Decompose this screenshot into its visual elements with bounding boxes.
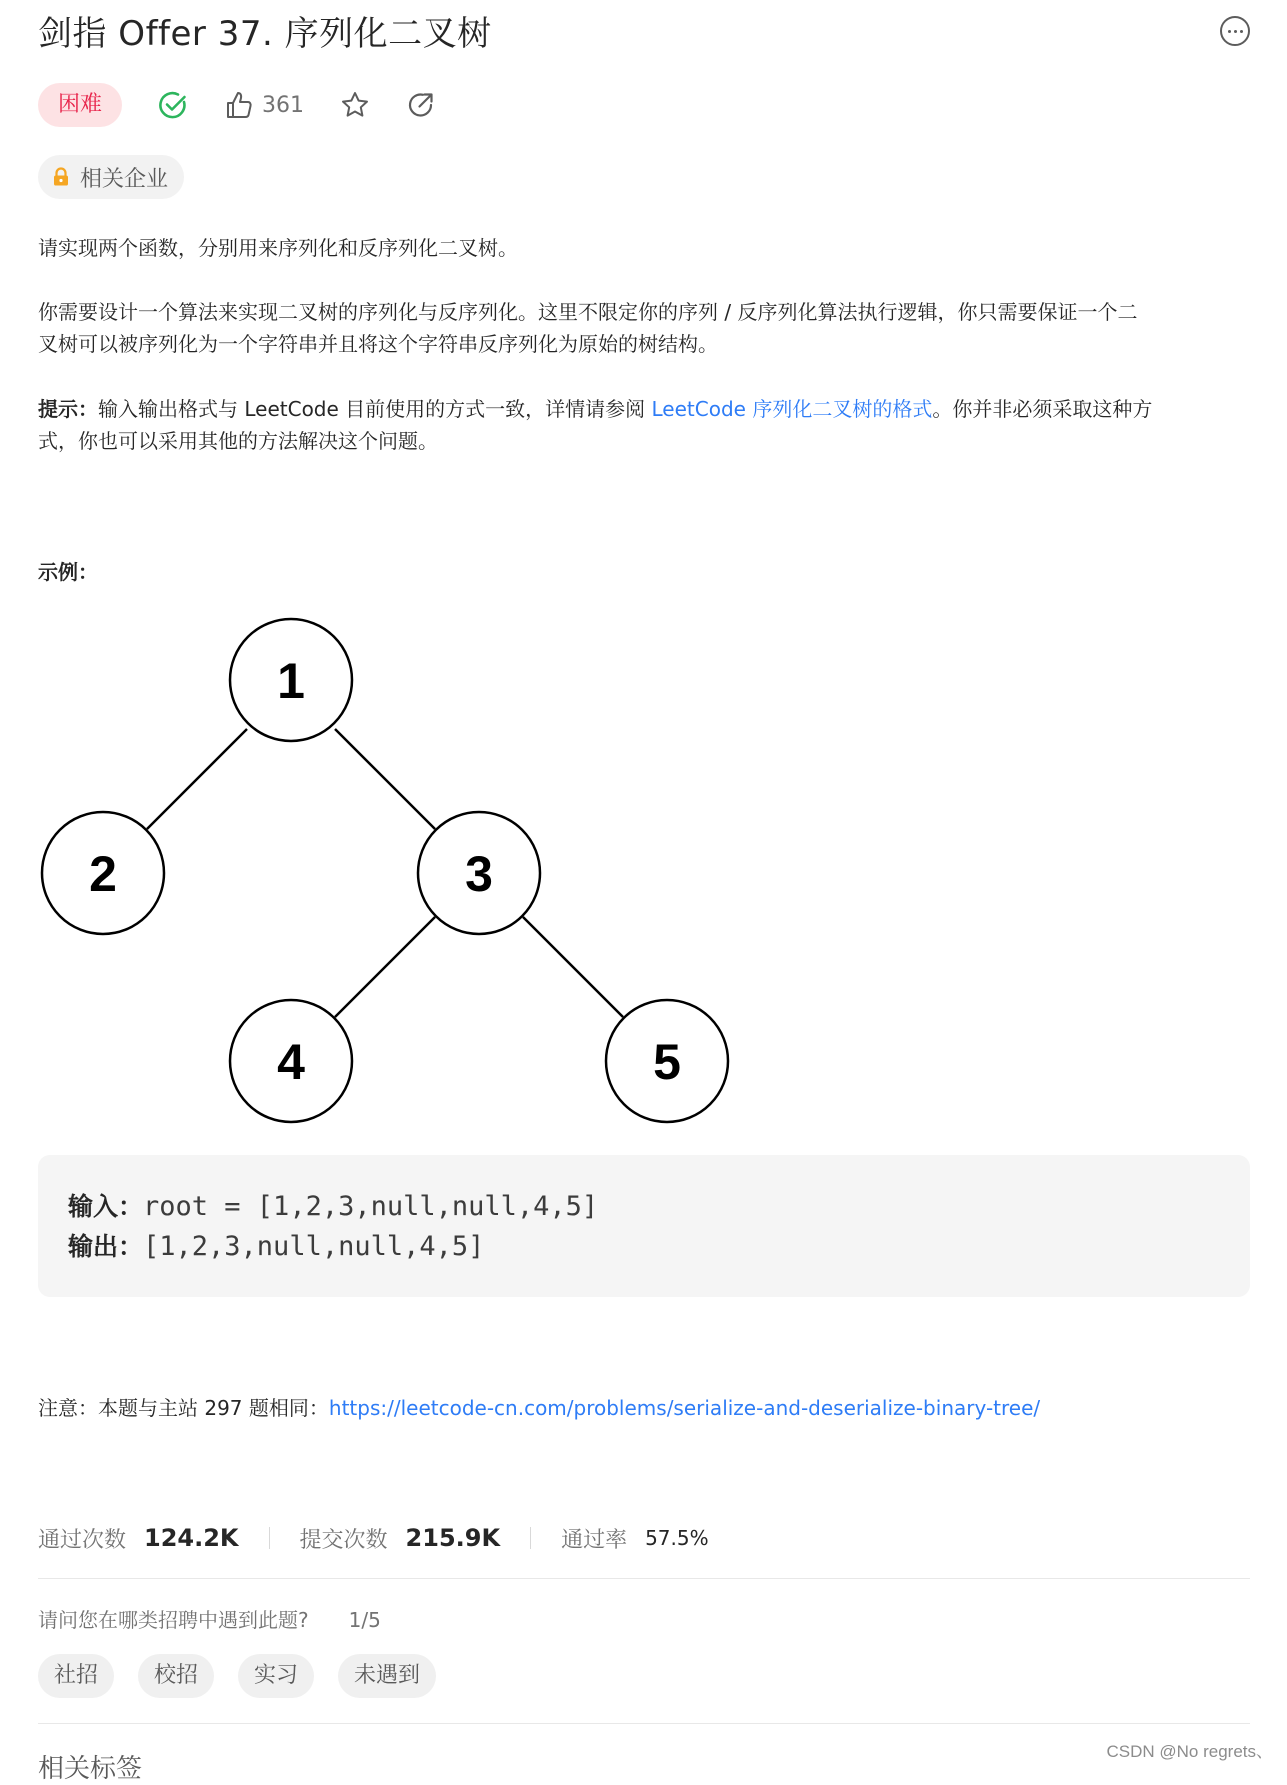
submissions-label: 提交次数: [299, 1527, 388, 1553]
solved-status[interactable]: [158, 90, 188, 120]
related-companies-chip[interactable]: [38, 155, 184, 199]
example-code-block: [38, 1155, 1250, 1297]
accepted-value: 124.2K: [144, 1524, 239, 1552]
tree-node-5: [606, 1000, 728, 1122]
survey-option-social[interactable]: 社招: [38, 1654, 114, 1698]
note-text: 注意：本题与主站 297 题相同：: [38, 1396, 329, 1420]
watermark: CSDN @No regrets、: [1106, 1742, 1273, 1761]
lock-icon: [52, 167, 70, 187]
tree-node-2: [42, 812, 164, 934]
survey-option-campus[interactable]: 校招: [138, 1654, 214, 1698]
tree-node-3: [418, 812, 540, 934]
hint-paragraph-line-2: 式，你也可以采用其他的方法解决这个问题。: [38, 429, 438, 453]
note-paragraph: [38, 1392, 1250, 1424]
star-icon: [340, 90, 370, 120]
input-label: 输入：: [68, 1192, 144, 1221]
output-label: 输出：: [68, 1232, 144, 1261]
share-icon: [406, 90, 436, 120]
stats-divider: [269, 1527, 270, 1549]
binary-tree-diagram: [38, 612, 738, 1132]
tree-edge-1-2: [147, 729, 247, 829]
survey-page-indicator: 1/5: [348, 1608, 381, 1632]
divider: [38, 1578, 1250, 1579]
tree-edge-3-5: [523, 917, 623, 1017]
format-link[interactable]: LeetCode 序列化二叉树的格式: [651, 397, 933, 421]
accepted-label: 通过次数: [38, 1527, 127, 1553]
related-tags-heading[interactable]: 相关标签: [38, 1754, 143, 1784]
hint-after: 。你并非必须采取这种方: [932, 397, 1153, 421]
tree-edge-1-3: [335, 729, 435, 829]
survey-question-row: [38, 1604, 381, 1633]
hint-text: 输入输出格式与 LeetCode 目前使用的方式一致，详情请参阅: [98, 397, 652, 421]
thumbs-up-icon: [224, 90, 254, 120]
stats-row: [38, 1518, 709, 1558]
difficulty-badge: 困难: [38, 83, 122, 127]
example-title: 示例：: [38, 560, 98, 584]
meta-row: [38, 82, 436, 128]
check-circle-icon: [158, 90, 188, 120]
tree-node-1: [230, 619, 352, 741]
stats-divider: [530, 1527, 531, 1549]
rate-label: 通过率: [561, 1527, 628, 1553]
description-paragraph-1: 请实现两个函数，分别用来序列化和反序列化二叉树。: [38, 236, 518, 260]
like-count: 361: [262, 92, 305, 118]
divider: [38, 1723, 1250, 1724]
tree-node-2-label: 2: [89, 846, 117, 902]
hint-paragraph: [38, 393, 1250, 425]
example-output-line: [68, 1227, 484, 1263]
tree-node-5-label: 5: [653, 1034, 681, 1090]
example-input-line: [68, 1187, 598, 1223]
survey-option-internship[interactable]: 实习: [238, 1654, 314, 1698]
related-companies-label: 相关企业: [80, 166, 169, 192]
input-value: root = [1,2,3,null,null,4,5]: [143, 1191, 599, 1222]
main-site-link[interactable]: https://leetcode-cn.com/problems/serialize-and-deserialize-binary-tree/: [328, 1396, 1041, 1420]
submissions-value: 215.9K: [405, 1524, 501, 1552]
tree-node-4: [230, 1000, 352, 1122]
survey-option-not-encountered[interactable]: 未遇到: [338, 1654, 436, 1698]
tree-edge-3-4: [335, 917, 435, 1017]
description-paragraph-2-line-1: 你需要设计一个算法来实现二叉树的序列化与反序列化。这里不限定你的序列 / 反序列化算法执行逻辑，你只需要保证一个二: [38, 300, 1138, 324]
favorite-button[interactable]: [340, 90, 370, 120]
survey-question: 请问您在哪类招聘中遇到此题?: [38, 1608, 309, 1632]
tree-node-4-label: 4: [277, 1034, 305, 1090]
tree-node-3-label: 3: [465, 846, 493, 902]
output-value: [1,2,3,null,null,4,5]: [143, 1231, 485, 1262]
like-button[interactable]: [224, 90, 304, 120]
survey-options: [38, 1654, 436, 1698]
tree-node-1-label: 1: [277, 653, 305, 709]
more-horizontal-icon[interactable]: [1220, 16, 1250, 46]
description-paragraph-2-line-2: 叉树可以被序列化为一个字符串并且将这个字符串反序列化为原始的树结构。: [38, 332, 718, 356]
rate-value: 57.5%: [645, 1526, 709, 1550]
problem-title: 剑指 Offer 37. 序列化二叉树: [38, 14, 492, 54]
hint-label: 提示：: [38, 397, 98, 421]
share-button[interactable]: [406, 90, 436, 120]
title-row: [38, 10, 1250, 58]
